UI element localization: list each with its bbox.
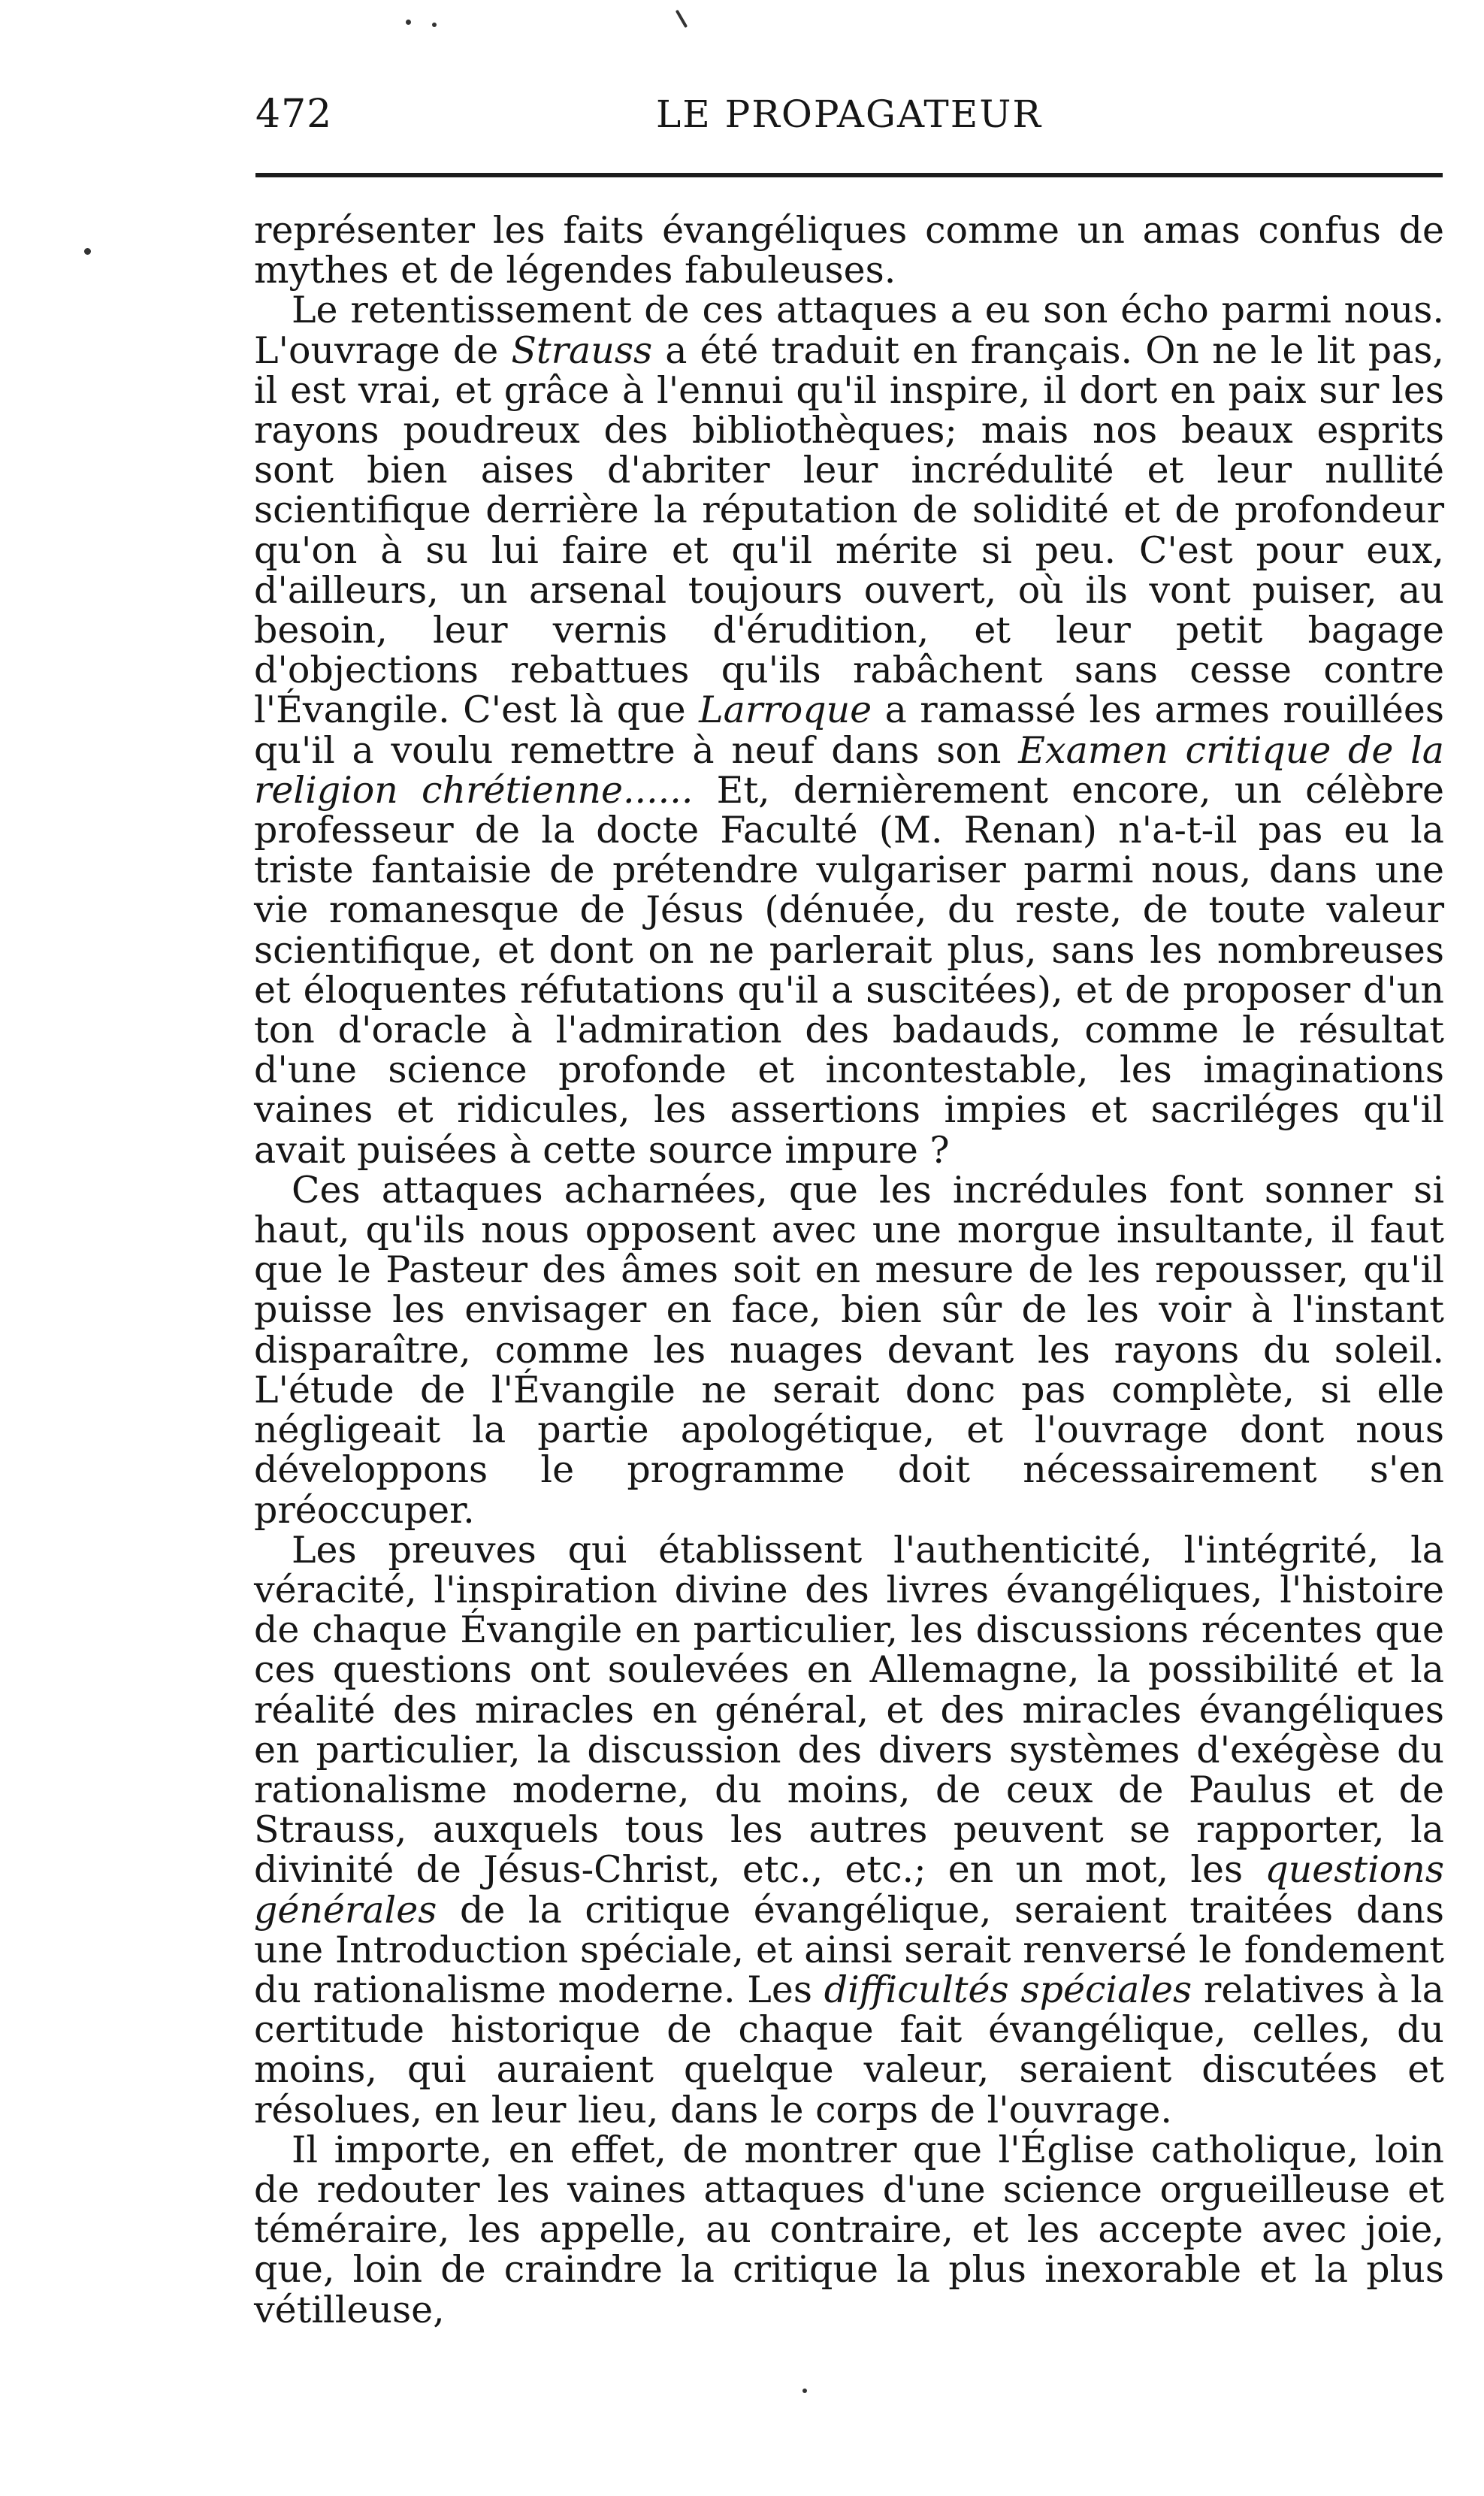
paragraph-text: Et, dernièrement encore, un célèbre professeur de la docte Faculté (M. Renan) n'a-t-il pas eu la triste fantaisie de prétendre vulgariser parmi nous, dans une vie romanesque de Jésus (dénuée, du reste, de toute valeur scientifique, et dont on ne parlerait plus, sans les nombreuses et éloquentes réfutations qu'il a suscitées), et de proposer d'un ton d'oracle à l'admiration des badauds, comme le résultat d'une science profonde et incontestable, les imaginations vaines et ridicules, les assertions impies et sacriléges qu'il avait puisées à cette source impure ? — [254, 768, 1445, 1172]
italic-text: Strauss — [511, 328, 653, 372]
paragraph-text: a été traduit en français. On ne le lit pas, il est vrai, et grâce à l'ennui qu'il inspire, il dort en paix sur les rayons poudreux des bibliothèques; mais nos beaux esprits sont bien aises d'abriter leur incrédulité et leur nullité scientifique derrière la réputation de solidité et de profondeur qu'on à su lui faire et qu'il mérite si peu. C'est pour eux, d'ailleurs, un arsenal toujours ouvert, où ils vont puiser, au besoin, leur vernis d'érudition, et leur petit bagage d'objections rebattues qu'ils rabâchent sans cesse contre l'Évangile. C'est là que — [254, 328, 1444, 732]
page-header — [255, 84, 1443, 144]
paragraph — [254, 289, 1445, 1172]
paragraph — [254, 1530, 1444, 2130]
paragraph-text: Il importe, en effet, de montrer que l'Église catholique, loin de redouter les vaines attaques d'une science orgueilleuse et téméraire, les appelle, au contraire, et les accepte avec joie, que, loin de craindre la critique la plus inexorable et la plus vétilleuse, — [254, 2128, 1444, 2331]
paragraph-text: représenter les faits évangéliques comme un amas confus de mythes et de légendes fabuleuses. — [254, 209, 1444, 292]
paragraph-text: relatives à la certitude historique de chaque fait évangélique, celles, du moins, qui auraient quelque valeur, seraient discutées et résolues, en leur lieu, dans le corps de l'ouvrage. — [254, 1968, 1444, 2131]
paragraph-text: de la critique évangélique, seraient traitées dans une Introduction spéciale, et ainsi serait renversé le fondement du rationalisme moderne. Les — [254, 1888, 1444, 2011]
paragraph-text: Les preuves qui établissent l'authenticité, l'intégrité, la véracité, l'inspiration divine des livres évangéliques, l'histoire de chaque Évangile en particulier, les discussions récentes que ces questions ont soulevées en Allemagne, la possibilité et la réalité des miracles en général, et des miracles évangéliques en particulier, la discussion des divers systèmes d'exégèse du rationalisme moderne, du moins, de ceux de Paulus et de Strauss, auxquels tous les autres peuvent se rapporter, la divinité de Jésus-Christ, etc., etc.; en un mot, les — [254, 1528, 1444, 1892]
speck-mark — [406, 20, 411, 25]
header-rule — [255, 173, 1443, 177]
italic-text: difficultés spéciales — [824, 1968, 1192, 2011]
speck-mark — [802, 2389, 807, 2393]
speck-mark — [84, 248, 91, 255]
speck-mark — [676, 10, 688, 29]
italic-text: Examen critique de la religion chrétienne...... — [254, 728, 1445, 812]
paragraph-text: a ramassé les armes rouillées qu'il a voulu remettre à neuf dans son — [254, 688, 1444, 772]
running-title: LE PROPAGATEUR — [656, 92, 1042, 136]
paragraph — [254, 210, 1444, 290]
body-text — [254, 210, 1444, 2330]
paragraph-text: Le retentissement de ces attaques a eu son écho parmi nous. L'ouvrage de — [254, 289, 1444, 372]
italic-text: Larroque — [699, 688, 872, 732]
paragraph — [254, 1170, 1444, 1530]
paragraph — [254, 2130, 1444, 2330]
italic-text: questions générales — [254, 1848, 1444, 1932]
speck-mark — [432, 23, 437, 27]
page-number: 472 — [255, 92, 333, 137]
paragraph-text: Ces attaques acharnées, que les incrédules font sonner si haut, qu'ils nous opposent avec une morgue insultante, il faut que le Pasteur des âmes soit en mesure de les repousser, qu'il puisse les envisager en face, bien sûr de les voir à l'instant disparaître, comme les nuages devant les rayons du soleil. L'étude de l'Évangile ne serait donc pas complète, si elle négligeait la partie apologétique, et l'ouvrage dont nous développons le programme doit nécessairement s'en préoccuper. — [254, 1168, 1444, 1532]
